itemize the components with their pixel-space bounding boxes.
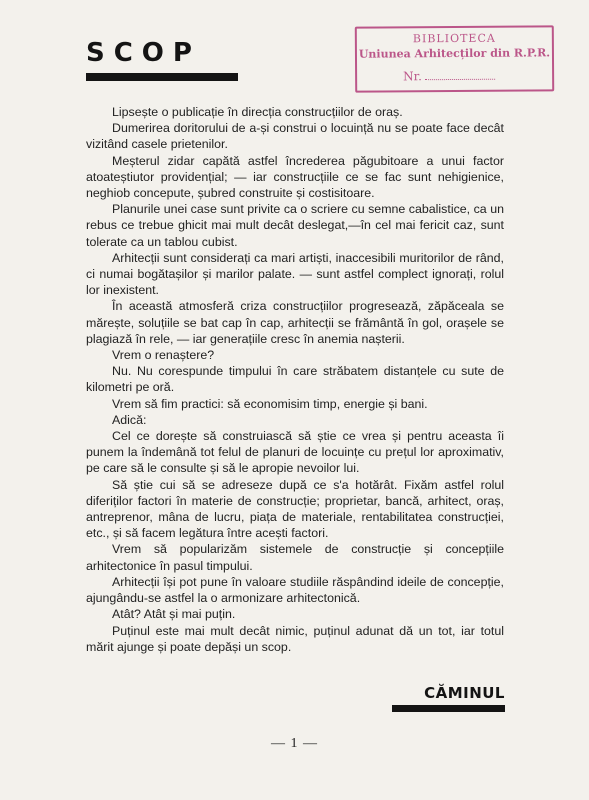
paragraph: Arhitecții sunt considerați ca mari artiști, inaccesibili muritorilor de rând, ci numai bogătașilor și marilor palate. — sunt astfel complect ignorați, rolul lor inexistent. — [86, 250, 504, 298]
paragraph: În această atmosferă criza construcțiilor progresează, zăpăceala se mărește, soluțiile se bat cap în cap, arhitecții se frământă în gol, orașele se plagiază în rele, — iar generațiile cresc în anemia nașterii. — [86, 299, 504, 346]
page-title: SCOP — [86, 38, 201, 68]
library-stamp — [355, 25, 554, 92]
paragraph: Meșterul zidar capătă astfel încrederea păgubitoare a unui factor atoateștiutor providențial; — iar construcțiile ce se fac sunt nehigienice, neghiob concepute, șubred construite și costisitoare. — [86, 153, 504, 201]
signature: CĂMINUL — [424, 684, 505, 702]
paragraph: Vrem să fim practici: să economisim timp, energie și bani. — [112, 396, 428, 411]
paragraph: Atât? Atât și mai puțin. — [112, 607, 236, 622]
paragraph: Nu. Nu corespunde timpului în care străbatem distanțele cu sute de kilometri pe oră. — [86, 364, 504, 395]
stamp-institution-name: Uniunea Arhitecților din R.P.R. — [358, 46, 551, 61]
paragraph: Vrem să popularizăm sistemele de construcție și concepțiile arhitectonice în pasul timpului. — [86, 542, 504, 573]
paragraph: Arhitecții își pot pune în valoare studiile răspândind ideile de concepție, ajungându-se astfel la o armonizare arhitectonică. — [86, 574, 504, 606]
stamp-number-field: Nr. — [403, 69, 495, 84]
paragraph: Să știe cui să se adreseze după ce s'a hotărât. Fixăm astfel rolul diferiților factori în materie de construcție; proprietar, bancă, arhitect, oraș, antreprenor, mâna de lucru, piața de materiale, rentabilitatea construcției, etc., și să facem legătura între acești factori. — [86, 477, 504, 541]
paragraph: Planurile unei case sunt privite ca o scriere cu semne cabalistice, ca un rebus ce trebue ghicit mai mult decât deslegat,—în cel mai fericit caz, sunt tolerate ca un tablou cubist. — [86, 202, 504, 249]
paragraph: Lipsește o publicație în direcția construcțiilor de oraș. — [112, 105, 403, 119]
paragraph: Cel ce dorește să construiască să știe ce vrea și pentru aceasta îi punem la îndemână tot felul de planuri de locuințe cu prețul lor aproximativ, pe care să le consulte și să le apropie nevoilor lui. — [86, 429, 504, 476]
title-underline-bar — [86, 73, 238, 81]
paragraph: Vrem o renaștere? — [112, 348, 215, 363]
paragraph: Dumerirea doritorului de a-și construi o locuință nu se poate face decât vizitând casele prietenilor. — [86, 121, 504, 152]
page-number: — 1 — — [271, 736, 318, 751]
paragraph: Adică: — [112, 412, 147, 427]
article-body — [86, 104, 504, 655]
signature-underline-bar — [392, 705, 505, 712]
stamp-library-label: BIBLIOTECA — [412, 31, 496, 46]
paragraph: Puținul este mai mult decât nimic, puținul adunat dă un tot, iar totul mărit ajunge și poate depăși un scop. — [86, 623, 504, 654]
